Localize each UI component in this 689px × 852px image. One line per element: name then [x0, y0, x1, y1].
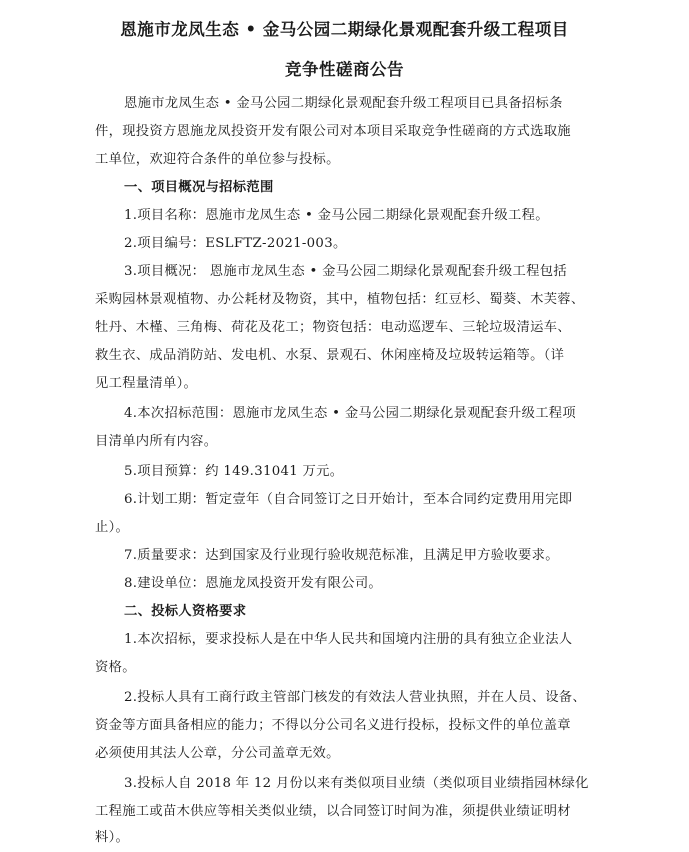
item-1-3-line-1: 3.项目概况： 恩施市龙凤生态 • 金马公园二期绿化景观配套升级工程包括	[124, 264, 567, 279]
item-2-2-line-2: 资金等方面具备相应的能力；不得以分公司名义进行投标，投标文件的单位盖章	[95, 718, 571, 733]
intro-line-1: 恩施市龙凤生态 • 金马公园二期绿化景观配套升级工程项目已具备招标条	[124, 96, 563, 111]
item-1-3-line-5: 见工程量清单）。	[95, 376, 198, 391]
item-2-1-line-1: 1.本次招标，要求投标人是在中华人民共和国境内注册的具有独立企业法人	[124, 632, 573, 647]
item-1-3-line-2: 采购园林景观植物、办公耗材及物资，其中，植物包括：红豆杉、蜀葵、木芙蓉、	[95, 292, 585, 307]
document-subtitle: 竞争性磋商公告	[285, 60, 404, 79]
item-2-2-line-1: 2.投标人具有工商行政主管部门核发的有效法人营业执照，并在人员、设备、	[124, 690, 586, 705]
item-1-4-line-2: 目清单内所有内容。	[95, 434, 218, 449]
item-2-3-line-1: 3.投标人自 2018 年 12 月份以来有类似项目业绩（类似项目业绩指园林绿化	[124, 776, 589, 791]
item-1-7: 7.质量要求：达到国家及行业现行验收规范标准，且满足甲方验收要求。	[124, 548, 559, 563]
item-1-1: 1.项目名称：恩施市龙凤生态 • 金马公园二期绿化景观配套升级工程。	[124, 208, 549, 223]
section-heading-1: 一、项目概况与招标范围	[124, 180, 274, 195]
item-1-8: 8.建设单位：恩施龙凤投资开发有限公司。	[124, 576, 383, 591]
item-1-3-line-4: 救生衣、成品消防站、发电机、水泵、景观石、休闲座椅及垃圾转运箱等。（详	[95, 348, 565, 363]
item-1-4-line-1: 4.本次招标范围：恩施市龙凤生态 • 金马公园二期绿化景观配套升级工程项	[124, 406, 576, 421]
section-heading-2: 二、投标人资格要求	[124, 604, 247, 619]
item-1-3-line-3: 牡丹、木槿、三角梅、荷花及花工；物资包括：电动巡逻车、三轮垃圾清运车、	[95, 320, 571, 335]
intro-line-2: 件，现投资方恩施龙凤投资开发有限公司对本项目采取竞争性磋商的方式选取施	[95, 124, 571, 139]
item-1-6-line-1: 6.计划工期：暂定壹年（自合同签订之日开始计，至本合同约定费用用完即	[124, 492, 573, 507]
item-2-2-line-3: 必须使用其法人公章，分公司盖章无效。	[95, 746, 340, 761]
item-1-2: 2.项目编号：ESLFTZ-2021-003。	[124, 236, 347, 251]
intro-line-3: 工单位，欢迎符合条件的单位参与投标。	[95, 152, 340, 167]
item-2-3-line-2: 工程施工或苗木供应等相关类似业绩，以合同签订时间为准，须提供业绩证明材	[95, 804, 571, 819]
item-1-5: 5.项目预算：约 149.31041 万元。	[124, 464, 344, 479]
item-2-1-line-2: 资格。	[95, 660, 136, 675]
document-title: 恩施市龙凤生态 • 金马公园二期绿化景观配套升级工程项目	[120, 20, 569, 39]
item-1-6-line-2: 止）。	[95, 520, 130, 535]
item-2-3-line-3: 料）。	[95, 830, 130, 845]
